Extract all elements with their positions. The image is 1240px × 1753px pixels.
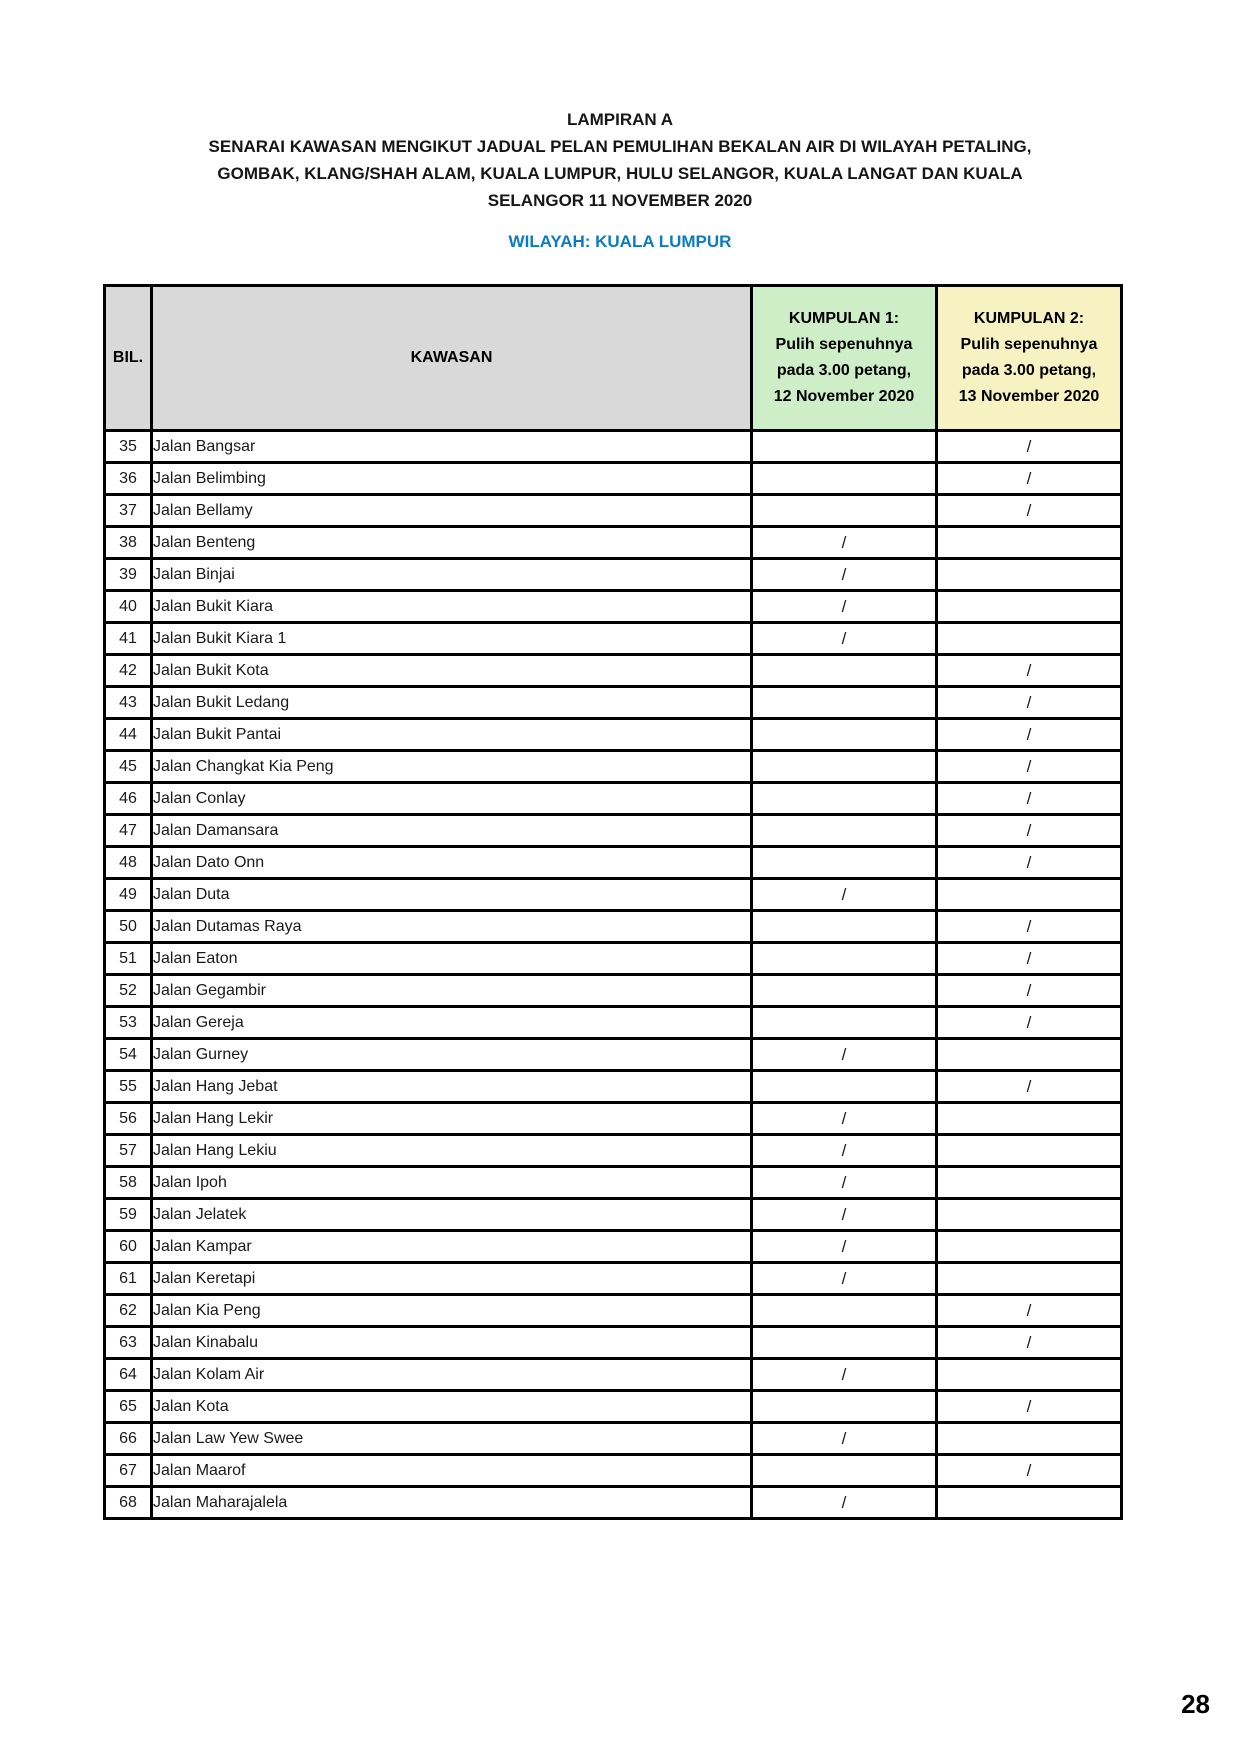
area-name-cell: Jalan Keretapi: [152, 1263, 752, 1295]
area-name-cell: Jalan Bellamy: [152, 495, 752, 527]
row-number-cell: 41: [105, 623, 152, 655]
kumpulan2-cell: [937, 1167, 1122, 1199]
area-name-cell: Jalan Maarof: [152, 1455, 752, 1487]
row-number-cell: 43: [105, 687, 152, 719]
area-name-cell: Jalan Ipoh: [152, 1167, 752, 1199]
table-row: [105, 1071, 1122, 1103]
kumpulan2-cell: /: [937, 783, 1122, 815]
row-number-cell: 67: [105, 1455, 152, 1487]
area-name-cell: Jalan Kota: [152, 1391, 752, 1423]
kumpulan2-cell: /: [937, 751, 1122, 783]
kumpulan2-cell: [937, 1039, 1122, 1071]
kumpulan1-cell: /: [752, 1135, 937, 1167]
table-header-row: [105, 286, 1122, 431]
area-name-cell: Jalan Duta: [152, 879, 752, 911]
table-row: [105, 943, 1122, 975]
area-name-cell: Jalan Hang Lekir: [152, 1103, 752, 1135]
kumpulan1-cell: [752, 655, 937, 687]
kumpulan2-cell: [937, 591, 1122, 623]
kumpulan1-cell: [752, 783, 937, 815]
row-number-cell: 54: [105, 1039, 152, 1071]
kumpulan1-cell: [752, 911, 937, 943]
table-row: [105, 783, 1122, 815]
kumpulan1-cell: [752, 1071, 937, 1103]
table-row: [105, 655, 1122, 687]
table-row: [105, 1423, 1122, 1455]
table-row: [105, 751, 1122, 783]
table-row: [105, 431, 1122, 463]
table-row: [105, 847, 1122, 879]
row-number-cell: 59: [105, 1199, 152, 1231]
table-row: [105, 1231, 1122, 1263]
row-number-cell: 63: [105, 1327, 152, 1359]
subtitle-line-3: SELANGOR 11 NOVEMBER 2020: [487, 191, 753, 210]
kumpulan2-cell: [937, 1231, 1122, 1263]
table-row: [105, 1295, 1122, 1327]
row-number-cell: 38: [105, 527, 152, 559]
kumpulan1-cell: /: [752, 1039, 937, 1071]
kumpulan2-cell: [937, 1103, 1122, 1135]
table-row: [105, 1007, 1122, 1039]
kumpulan1-cell: [752, 1295, 937, 1327]
kumpulan1-cell: /: [752, 591, 937, 623]
table-row: [105, 687, 1122, 719]
table-row: [105, 975, 1122, 1007]
area-name-cell: Jalan Gurney: [152, 1039, 752, 1071]
kumpulan1-cell: [752, 687, 937, 719]
table-row: [105, 1487, 1122, 1519]
page-title: LAMPIRAN A: [566, 110, 674, 129]
column-header-line: pada 3.00 petang,: [776, 362, 912, 379]
table-row: [105, 1135, 1122, 1167]
kumpulan1-cell: /: [752, 1231, 937, 1263]
kumpulan2-cell: [937, 1423, 1122, 1455]
row-number-cell: 56: [105, 1103, 152, 1135]
area-name-cell: Jalan Dutamas Raya: [152, 911, 752, 943]
row-number-cell: 66: [105, 1423, 152, 1455]
row-number-cell: 44: [105, 719, 152, 751]
kumpulan1-cell: /: [752, 559, 937, 591]
area-name-cell: Jalan Bukit Pantai: [152, 719, 752, 751]
subtitle-line-1: SENARAI KAWASAN MENGIKUT JADUAL PELAN PEMULIHAN BEKALAN AIR DI WILAYAH PETALING,: [208, 137, 1032, 156]
kumpulan2-cell: /: [937, 1327, 1122, 1359]
kumpulan2-cell: /: [937, 975, 1122, 1007]
kumpulan1-cell: /: [752, 1487, 937, 1519]
area-name-cell: Jalan Dato Onn: [152, 847, 752, 879]
column-header-line: Pulih sepenuhnya: [960, 336, 1098, 353]
title-block: [0, 106, 1240, 255]
column-header-bil: BIL.: [105, 286, 152, 431]
row-number-cell: 42: [105, 655, 152, 687]
area-name-cell: Jalan Bangsar: [152, 431, 752, 463]
kumpulan2-cell: /: [937, 911, 1122, 943]
table-row: [105, 1359, 1122, 1391]
kumpulan2-cell: [937, 1359, 1122, 1391]
table-row: [105, 1391, 1122, 1423]
area-name-cell: Jalan Benteng: [152, 527, 752, 559]
row-number-cell: 57: [105, 1135, 152, 1167]
row-number-cell: 51: [105, 943, 152, 975]
row-number-cell: 64: [105, 1359, 152, 1391]
kumpulan1-cell: /: [752, 527, 937, 559]
kumpulan1-cell: [752, 1391, 937, 1423]
row-number-cell: 46: [105, 783, 152, 815]
area-name-cell: Jalan Kia Peng: [152, 1295, 752, 1327]
table-row: [105, 911, 1122, 943]
column-header-line: Pulih sepenuhnya: [775, 336, 913, 353]
row-number-cell: 48: [105, 847, 152, 879]
row-number-cell: 60: [105, 1231, 152, 1263]
column-header-kumpulan1: [752, 286, 937, 431]
column-header-line: pada 3.00 petang,: [961, 362, 1097, 379]
table-row: [105, 879, 1122, 911]
region-label: WILAYAH: KUALA LUMPUR: [508, 232, 732, 251]
kumpulan1-cell: [752, 815, 937, 847]
table-row: [105, 719, 1122, 751]
kumpulan2-cell: /: [937, 655, 1122, 687]
column-header-line: 12 November 2020: [773, 388, 915, 405]
area-name-cell: Jalan Binjai: [152, 559, 752, 591]
table-row: [105, 1263, 1122, 1295]
kumpulan1-cell: /: [752, 879, 937, 911]
kumpulan1-cell: /: [752, 1359, 937, 1391]
kumpulan2-cell: /: [937, 1391, 1122, 1423]
table-body: [105, 431, 1122, 1519]
row-number-cell: 35: [105, 431, 152, 463]
kumpulan2-cell: /: [937, 1295, 1122, 1327]
kumpulan1-cell: [752, 463, 937, 495]
column-header-kawasan: KAWASAN: [152, 286, 752, 431]
kumpulan2-cell: /: [937, 1455, 1122, 1487]
kumpulan1-cell: /: [752, 1423, 937, 1455]
kumpulan1-cell: /: [752, 1103, 937, 1135]
table-row: [105, 1167, 1122, 1199]
area-name-cell: Jalan Bukit Kiara: [152, 591, 752, 623]
kumpulan2-cell: [937, 1263, 1122, 1295]
recovery-schedule-table: [103, 284, 1123, 1520]
area-name-cell: Jalan Belimbing: [152, 463, 752, 495]
row-number-cell: 53: [105, 1007, 152, 1039]
kumpulan2-cell: [937, 623, 1122, 655]
row-number-cell: 40: [105, 591, 152, 623]
area-name-cell: Jalan Eaton: [152, 943, 752, 975]
kumpulan2-cell: [937, 1487, 1122, 1519]
kumpulan2-cell: /: [937, 431, 1122, 463]
row-number-cell: 58: [105, 1167, 152, 1199]
kumpulan1-cell: [752, 431, 937, 463]
row-number-cell: 45: [105, 751, 152, 783]
kumpulan2-cell: /: [937, 719, 1122, 751]
kumpulan2-cell: /: [937, 495, 1122, 527]
table-row: [105, 623, 1122, 655]
area-name-cell: Jalan Law Yew Swee: [152, 1423, 752, 1455]
row-number-cell: 61: [105, 1263, 152, 1295]
kumpulan1-cell: [752, 719, 937, 751]
area-name-cell: Jalan Hang Jebat: [152, 1071, 752, 1103]
table-row: [105, 815, 1122, 847]
row-number-cell: 65: [105, 1391, 152, 1423]
area-name-cell: Jalan Kolam Air: [152, 1359, 752, 1391]
row-number-cell: 37: [105, 495, 152, 527]
kumpulan2-cell: [937, 1135, 1122, 1167]
row-number-cell: 62: [105, 1295, 152, 1327]
kumpulan2-cell: /: [937, 1071, 1122, 1103]
area-name-cell: Jalan Jelatek: [152, 1199, 752, 1231]
kumpulan2-cell: /: [937, 815, 1122, 847]
area-name-cell: Jalan Bukit Kota: [152, 655, 752, 687]
kumpulan1-cell: [752, 751, 937, 783]
area-name-cell: Jalan Kampar: [152, 1231, 752, 1263]
kumpulan1-cell: /: [752, 1263, 937, 1295]
kumpulan2-cell: /: [937, 687, 1122, 719]
kumpulan2-cell: /: [937, 463, 1122, 495]
table-row: [105, 591, 1122, 623]
table-row: [105, 1327, 1122, 1359]
area-name-cell: Jalan Gegambir: [152, 975, 752, 1007]
table-row: [105, 1455, 1122, 1487]
row-number-cell: 68: [105, 1487, 152, 1519]
kumpulan2-cell: /: [937, 847, 1122, 879]
kumpulan1-cell: [752, 1007, 937, 1039]
kumpulan1-cell: [752, 847, 937, 879]
kumpulan2-cell: /: [937, 943, 1122, 975]
subtitle-line-2: GOMBAK, KLANG/SHAH ALAM, KUALA LUMPUR, HULU SELANGOR, KUALA LANGAT DAN KUALA: [217, 164, 1023, 183]
row-number-cell: 49: [105, 879, 152, 911]
kumpulan1-cell: [752, 1455, 937, 1487]
area-name-cell: Jalan Gereja: [152, 1007, 752, 1039]
kumpulan2-cell: [937, 879, 1122, 911]
row-number-cell: 52: [105, 975, 152, 1007]
row-number-cell: 50: [105, 911, 152, 943]
area-name-cell: Jalan Bukit Ledang: [152, 687, 752, 719]
kumpulan1-cell: /: [752, 623, 937, 655]
column-header-line: KUMPULAN 1:: [788, 310, 900, 327]
page-number: 28: [1181, 1689, 1210, 1719]
area-name-cell: Jalan Kinabalu: [152, 1327, 752, 1359]
area-name-cell: Jalan Hang Lekiu: [152, 1135, 752, 1167]
kumpulan2-cell: /: [937, 1007, 1122, 1039]
kumpulan1-cell: [752, 975, 937, 1007]
area-name-cell: Jalan Damansara: [152, 815, 752, 847]
table-row: [105, 1199, 1122, 1231]
kumpulan1-cell: [752, 943, 937, 975]
column-header-line: 13 November 2020: [958, 388, 1100, 405]
table-row: [105, 527, 1122, 559]
kumpulan1-cell: [752, 495, 937, 527]
kumpulan1-cell: /: [752, 1167, 937, 1199]
row-number-cell: 55: [105, 1071, 152, 1103]
row-number-cell: 47: [105, 815, 152, 847]
area-name-cell: Jalan Bukit Kiara 1: [152, 623, 752, 655]
table-row: [105, 463, 1122, 495]
kumpulan2-cell: [937, 559, 1122, 591]
area-name-cell: Jalan Changkat Kia Peng: [152, 751, 752, 783]
area-name-cell: Jalan Conlay: [152, 783, 752, 815]
kumpulan1-cell: [752, 1327, 937, 1359]
table-row: [105, 1103, 1122, 1135]
column-header-kumpulan2: [937, 286, 1122, 431]
row-number-cell: 36: [105, 463, 152, 495]
kumpulan2-cell: [937, 527, 1122, 559]
kumpulan1-cell: /: [752, 1199, 937, 1231]
column-header-line: KUMPULAN 2:: [973, 310, 1085, 327]
kumpulan2-cell: [937, 1199, 1122, 1231]
row-number-cell: 39: [105, 559, 152, 591]
table-row: [105, 495, 1122, 527]
table-row: [105, 559, 1122, 591]
table-row: [105, 1039, 1122, 1071]
area-name-cell: Jalan Maharajalela: [152, 1487, 752, 1519]
